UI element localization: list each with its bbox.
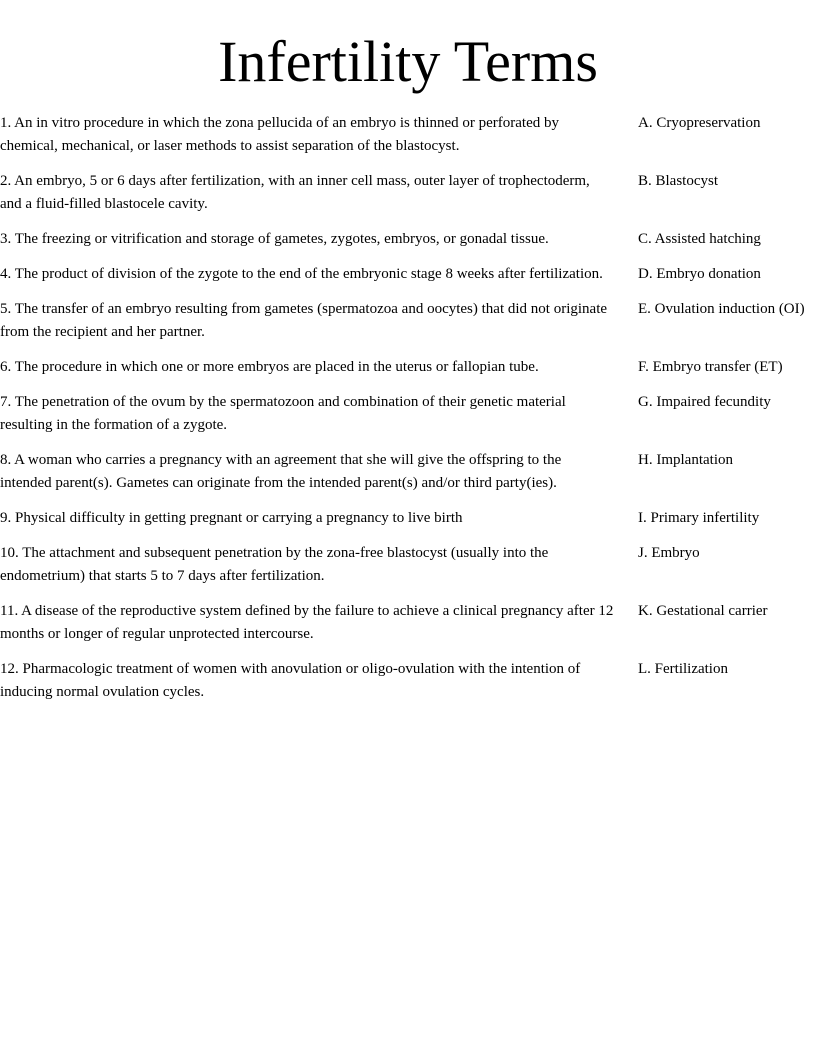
term-option: J. Embryo — [638, 545, 700, 561]
definition-text: 6. The procedure in which one or more embryos are placed in the uterus or fallopian tube. — [0, 359, 539, 375]
term-option: E. Ovulation induction (OI) — [638, 301, 805, 317]
definition-text: 5. The transfer of an embryo resulting from gametes (spermatozoa and oocytes) that did not originate from the recipient and her partner. — [0, 301, 608, 340]
term-option: H. Implantation — [638, 452, 733, 468]
matching-list — [0, 112, 816, 716]
term-option: G. Impaired fecundity — [638, 394, 771, 410]
definition-text: 10. The attachment and subsequent penetration by the zona-free blastocyst (usually into the endometrium) that starts 5 to 7 days after fertilization. — [0, 545, 549, 584]
matching-row — [0, 542, 816, 588]
term-option: C. Assisted hatching — [638, 231, 761, 247]
term-option: K. Gestational carrier — [638, 603, 768, 619]
definition-text: 1. An in vitro procedure in which the zona pellucida of an embryo is thinned or perforated by chemical, mechanical, or laser methods to assist separation of the blastocyst. — [0, 115, 559, 154]
matching-row — [0, 391, 816, 437]
term-option: A. Cryopreservation — [638, 115, 761, 131]
matching-row — [0, 507, 816, 530]
matching-row — [0, 298, 816, 344]
definition-text: 7. The penetration of the ovum by the spermatozoon and combination of their genetic material resulting in the formation of a zygote. — [0, 394, 566, 433]
definition-text: 3. The freezing or vitrification and storage of gametes, zygotes, embryos, or gonadal tissue. — [0, 231, 549, 247]
matching-row — [0, 449, 816, 495]
term-option: D. Embryo donation — [638, 266, 761, 282]
definition-text: 8. A woman who carries a pregnancy with an agreement that she will give the offspring to the intended parent(s). Gametes can originate from the intended parent(s) and/or third party(ies). — [0, 452, 562, 491]
term-option: L. Fertilization — [638, 661, 728, 677]
definition-text: 9. Physical difficulty in getting pregnant or carrying a pregnancy to live birth — [0, 510, 463, 526]
matching-row — [0, 600, 816, 646]
term-option: F. Embryo transfer (ET) — [638, 359, 783, 375]
term-option: I. Primary infertility — [638, 510, 760, 526]
page-title: Infertility Terms — [218, 29, 598, 94]
matching-row — [0, 658, 816, 704]
definition-text: 2. An embryo, 5 or 6 days after fertilization, with an inner cell mass, outer layer of trophectoderm, and a fluid-filled blastocele cavity. — [0, 173, 590, 212]
matching-row — [0, 170, 816, 216]
definition-text: 11. A disease of the reproductive system defined by the failure to achieve a clinical pregnancy after 12 months or longer of regular unprotected intercourse. — [0, 603, 614, 642]
definition-text: 4. The product of division of the zygote to the end of the embryonic stage 8 weeks after fertilization. — [0, 266, 603, 282]
term-option: B. Blastocyst — [638, 173, 719, 189]
matching-row — [0, 228, 816, 251]
matching-row — [0, 356, 816, 379]
matching-row — [0, 112, 816, 158]
matching-row — [0, 263, 816, 286]
definition-text: 12. Pharmacologic treatment of women with anovulation or oligo-ovulation with the intention of inducing normal ovulation cycles. — [0, 661, 581, 700]
